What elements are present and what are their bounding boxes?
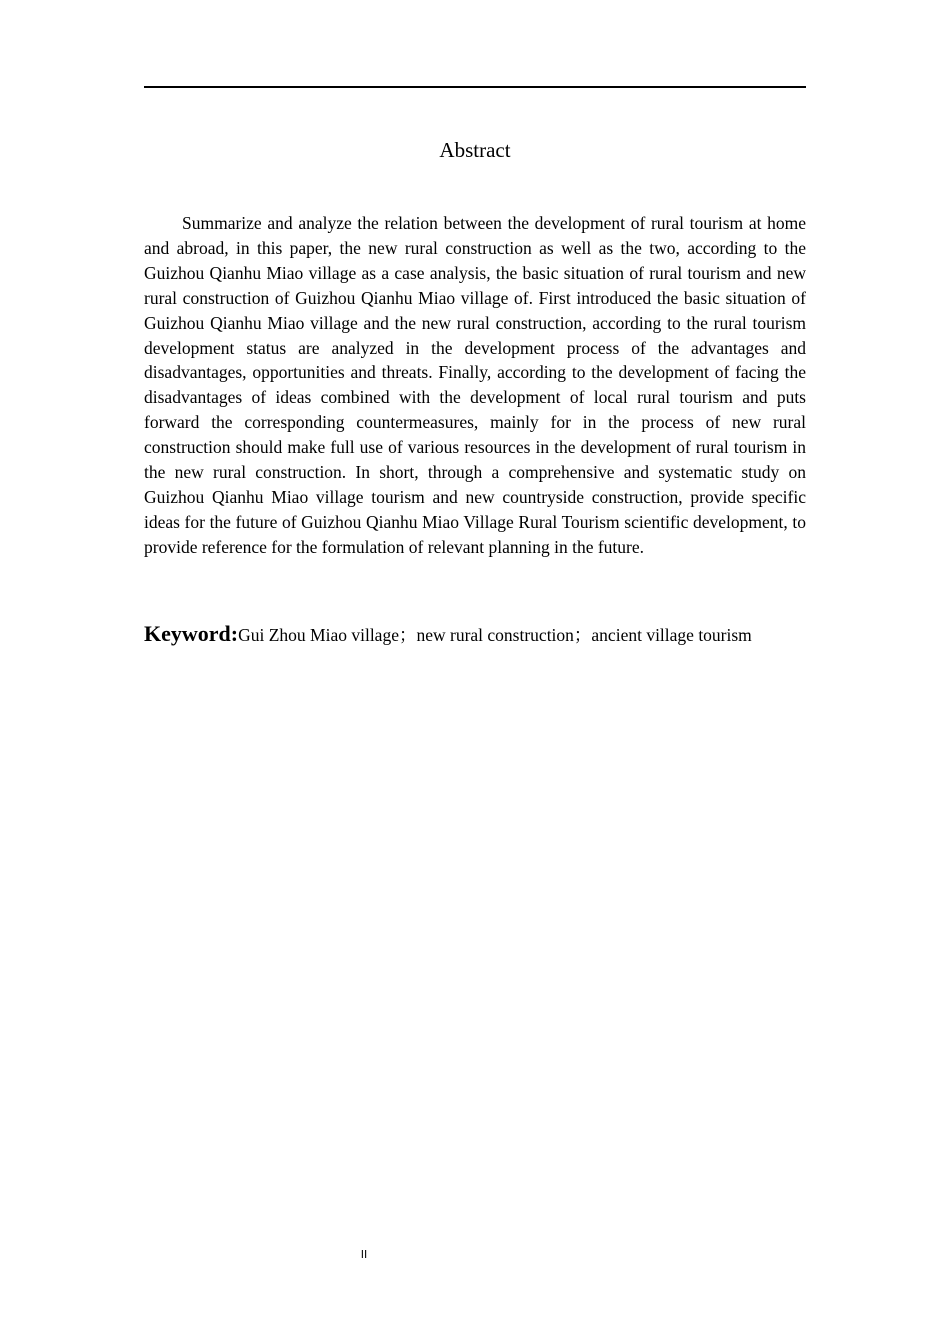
keywords-line [144, 619, 824, 652]
header-rule [144, 86, 806, 88]
abstract-body: Summarize and analyze the relation between the development of rural tourism at home and abroad, in this paper, the new rural construction as well as the two, according to the Guizhou Qianhu Miao village as a case analysis, the basic situation of rural tourism and new rural construction of Guizhou Qianhu Miao village of. First introduced the basic situation of Guizhou Qianhu Miao village and the new rural construction, according to the rural tourism development status are analyzed in the development process of the advantages and disadvantages, opportunities and threats. Finally, according to the development of facing the disadvantages of ideas combined with the development of local rural tourism and puts forward the corresponding countermeasures, mainly for in the process of new rural construction should make full use of various resources in the development of rural tourism in the new rural construction. In short, through a comprehensive and systematic study on Guizhou Qianhu Miao village tourism and new countryside construction, provide specific ideas for the future of Guizhou Qianhu Miao Village Rural Tourism scientific development, to provide reference for the formulation of relevant planning in the future. [144, 213, 806, 557]
keywords-label: Keyword: [144, 621, 239, 646]
page-number: II [360, 1248, 368, 1261]
abstract-title: Abstract [439, 138, 511, 162]
keywords-text: Gui Zhou Miao village；new rural construction；ancient village tourism [238, 625, 752, 645]
